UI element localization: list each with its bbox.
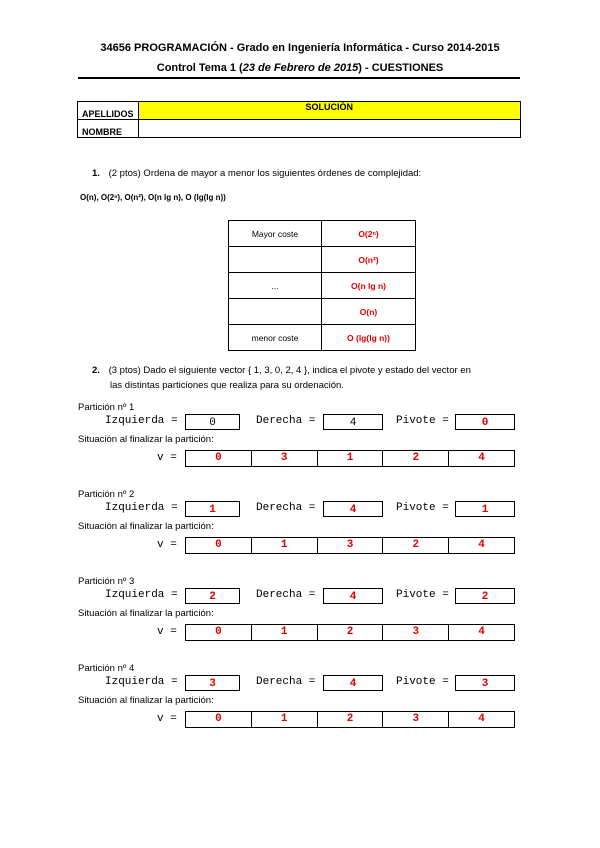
table-row bbox=[229, 221, 416, 247]
izquierda-field[interactable]: 3 bbox=[185, 675, 240, 691]
order-label: menor coste bbox=[229, 325, 322, 351]
q2-text-line2: las distintas particiones que realiza para su ordenación. bbox=[110, 380, 344, 391]
vector-cell[interactable]: 1 bbox=[318, 451, 384, 466]
header-rule bbox=[78, 77, 520, 79]
pivote-field[interactable]: 0 bbox=[455, 414, 515, 430]
izquierda-label: Izquierda = bbox=[105, 676, 178, 688]
situacion-label: Situación al finalizar la partición: bbox=[78, 695, 214, 706]
vector-cell[interactable]: 4 bbox=[478, 539, 485, 551]
vector-cell[interactable]: 1 bbox=[252, 625, 318, 640]
vector-cell[interactable]: 3 bbox=[252, 451, 318, 466]
vector-cell[interactable]: 2 bbox=[383, 451, 449, 466]
subtitle-suffix: ) - CUESTIONES bbox=[358, 62, 444, 74]
vector-label: v = bbox=[157, 713, 177, 725]
derecha-label: Derecha = bbox=[256, 415, 316, 427]
partition-title: Partición nº 3 bbox=[78, 576, 135, 587]
nombre-field[interactable] bbox=[138, 120, 520, 138]
vector-cell[interactable]: 3 bbox=[383, 625, 449, 640]
derecha-field[interactable]: 4 bbox=[323, 501, 383, 517]
order-label: ... bbox=[229, 273, 322, 299]
izquierda-label: Izquierda = bbox=[105, 589, 178, 601]
vector-cell[interactable]: 4 bbox=[478, 713, 485, 725]
vector-row bbox=[185, 537, 515, 554]
header-title: 34656 PROGRAMACIÓN - Grado en Ingeniería Informática - Curso 2014-2015 bbox=[100, 42, 500, 54]
pivote-field[interactable]: 3 bbox=[455, 675, 515, 691]
order-label bbox=[229, 247, 322, 273]
order-answer: O (lg(lg n)) bbox=[322, 325, 416, 351]
izquierda-field[interactable]: 1 bbox=[185, 501, 240, 517]
izquierda-label: Izquierda = bbox=[105, 502, 178, 514]
situacion-label: Situación al finalizar la partición: bbox=[78, 434, 214, 445]
q2-number: 2. bbox=[92, 365, 100, 376]
situacion-label: Situación al finalizar la partición: bbox=[78, 521, 214, 532]
pivote-label: Pivote = bbox=[396, 676, 449, 688]
derecha-field[interactable]: 4 bbox=[323, 414, 383, 430]
q1-statement bbox=[92, 168, 421, 179]
vector-row bbox=[185, 624, 515, 641]
derecha-field[interactable]: 4 bbox=[323, 588, 383, 604]
exam-date: 23 de Febrero de 2015 bbox=[242, 62, 359, 74]
derecha-field[interactable]: 4 bbox=[323, 675, 383, 691]
vector-label: v = bbox=[157, 452, 177, 464]
order-answer: O(n²) bbox=[322, 247, 416, 273]
partition-title: Partición nº 4 bbox=[78, 663, 135, 674]
derecha-label: Derecha = bbox=[256, 502, 316, 514]
table-row bbox=[229, 325, 416, 351]
pivote-field[interactable]: 2 bbox=[455, 588, 515, 604]
pivote-label: Pivote = bbox=[396, 589, 449, 601]
order-answer: O(n) bbox=[322, 299, 416, 325]
q1-complexity-list: O(n), O(2ⁿ), O(n²), O(n lg n), O (lg(lg n)) bbox=[80, 193, 226, 202]
nombre-label: NOMBRE bbox=[78, 120, 139, 138]
table-row bbox=[229, 299, 416, 325]
vector-cell[interactable]: 3 bbox=[383, 712, 449, 727]
izquierda-field[interactable]: 2 bbox=[185, 588, 240, 604]
partition-title: Partición nº 1 bbox=[78, 402, 135, 413]
vector-row bbox=[185, 450, 515, 467]
subtitle-prefix: Control Tema 1 ( bbox=[156, 62, 243, 74]
order-answer: O(2ⁿ) bbox=[322, 221, 416, 247]
vector-cell[interactable]: 1 bbox=[252, 538, 318, 553]
vector-cell[interactable]: 1 bbox=[252, 712, 318, 727]
apellidos-field[interactable]: SOLUCIÓN bbox=[138, 102, 520, 120]
table-row bbox=[229, 247, 416, 273]
q2-text-line1: (3 ptos) Dado el siguiente vector { 1, 3, 0, 2, 4 }, indica el pivote y estado del vector en bbox=[108, 365, 471, 376]
pivote-field[interactable]: 1 bbox=[455, 501, 515, 517]
pivote-label: Pivote = bbox=[396, 415, 449, 427]
complexity-order-table bbox=[228, 220, 416, 351]
apellidos-label: APELLIDOS bbox=[78, 102, 139, 120]
q1-text: (2 ptos) Ordena de mayor a menor los siguientes órdenes de complejidad: bbox=[108, 168, 422, 179]
situacion-label: Situación al finalizar la partición: bbox=[78, 608, 214, 619]
vector-label: v = bbox=[157, 539, 177, 551]
vector-cell[interactable]: 4 bbox=[478, 626, 485, 638]
order-label bbox=[229, 299, 322, 325]
vector-cell[interactable]: 2 bbox=[318, 625, 384, 640]
partition-title: Partición nº 2 bbox=[78, 489, 135, 500]
vector-label: v = bbox=[157, 626, 177, 638]
order-label: Mayor coste bbox=[229, 221, 322, 247]
vector-row bbox=[185, 711, 515, 728]
vector-cell[interactable]: 0 bbox=[186, 712, 252, 727]
vector-cell[interactable]: 0 bbox=[186, 538, 252, 553]
header-subtitle bbox=[0, 62, 600, 74]
derecha-label: Derecha = bbox=[256, 589, 316, 601]
q2-statement bbox=[92, 365, 522, 391]
q1-number: 1. bbox=[92, 168, 100, 179]
vector-cell[interactable]: 3 bbox=[318, 538, 384, 553]
vector-cell[interactable]: 2 bbox=[318, 712, 384, 727]
derecha-label: Derecha = bbox=[256, 676, 316, 688]
student-id-table bbox=[77, 101, 521, 138]
table-row bbox=[229, 273, 416, 299]
vector-cell[interactable]: 0 bbox=[186, 451, 252, 466]
vector-cell[interactable]: 2 bbox=[383, 538, 449, 553]
izquierda-field[interactable]: 0 bbox=[185, 414, 240, 430]
vector-cell[interactable]: 4 bbox=[478, 452, 485, 464]
order-answer: O(n lg n) bbox=[322, 273, 416, 299]
pivote-label: Pivote = bbox=[396, 502, 449, 514]
izquierda-label: Izquierda = bbox=[105, 415, 178, 427]
vector-cell[interactable]: 0 bbox=[186, 625, 252, 640]
